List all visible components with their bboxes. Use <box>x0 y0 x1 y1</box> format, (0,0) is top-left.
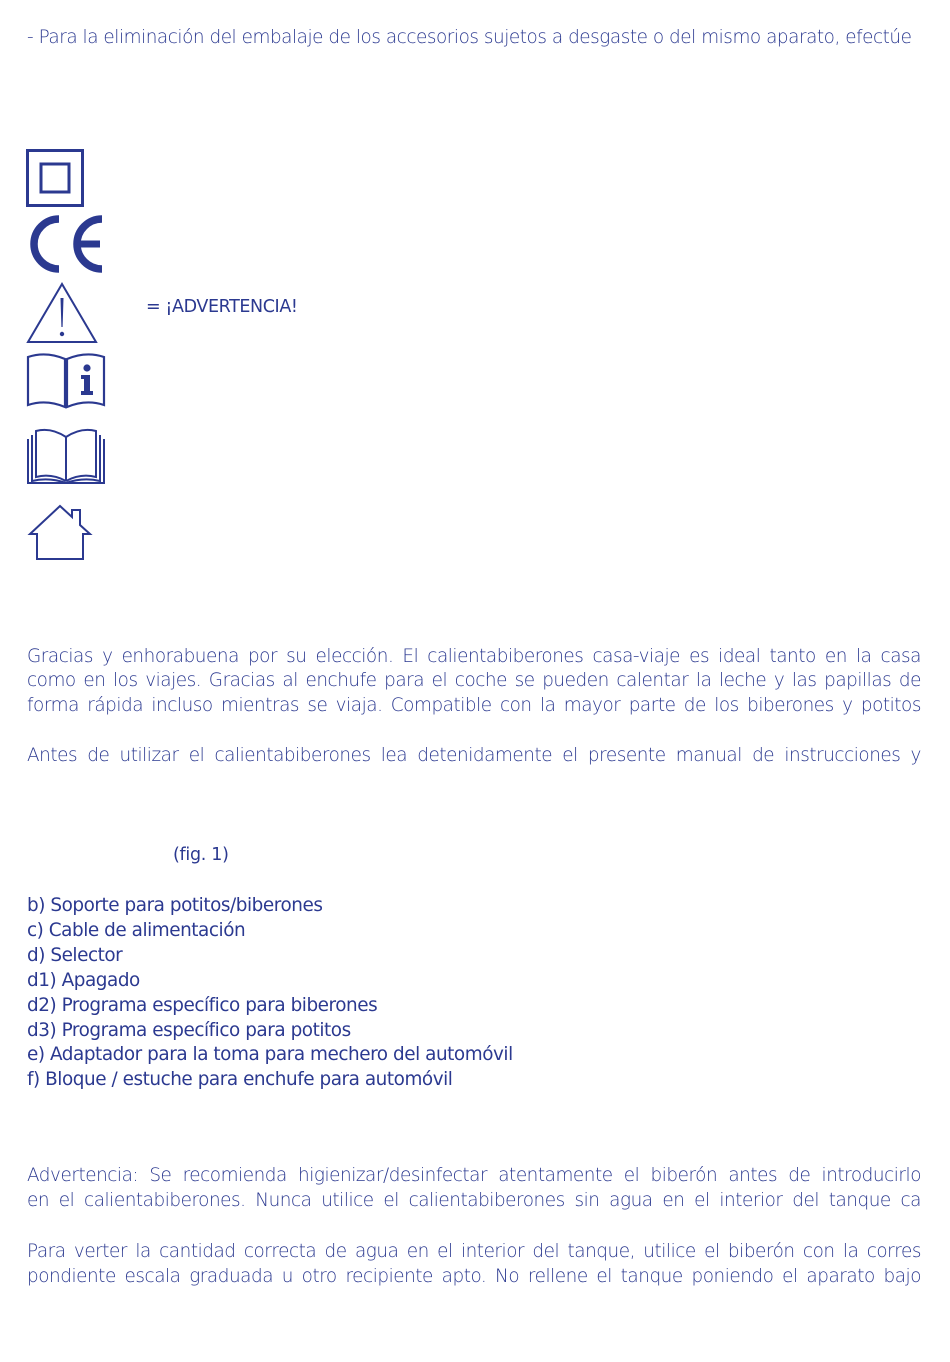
list-item: c) Cable de alimentación <box>27 919 246 941</box>
open-manual-book-icon <box>26 421 106 485</box>
list-item: d1) Apagado <box>27 969 140 991</box>
water-line-1: Para verter la cantidad correcta de agua en el interior del tanque, utilice el biberón con la corres <box>27 1241 921 1262</box>
intro-line-3: forma rápida incluso mientras se viaja. Compatible con la mayor parte de los biberones y potitos <box>27 695 921 716</box>
figure-label: (fig. 1) <box>173 845 229 865</box>
ce-mark-icon <box>26 213 106 275</box>
warning-line-1: Advertencia: Se recomienda higienizar/desinfectar atentamente el biberón antes de introducirlo <box>27 1165 921 1186</box>
disposal-instruction-line: - Para la eliminación del embalaje de los accesorios sujetos a desgaste o del mismo aparato, efectúe <box>27 27 912 48</box>
before-use-line: Antes de utilizar el calientabiberones lea detenidamente el presente manual de instrucciones y <box>27 745 921 766</box>
list-item: d) Selector <box>27 944 123 966</box>
warning-line-2: en el calientabiberones. Nunca utilice el calientabiberones sin agua en el interior del tanque ca <box>27 1190 921 1211</box>
intro-line-2: como en los viajes. Gracias al enchufe para el coche se pueden calentar la leche y las papillas de <box>27 670 921 691</box>
list-item: b) Soporte para potitos/biberones <box>27 895 323 916</box>
list-item: e) Adaptador para la toma para mechero del automóvil <box>27 1044 513 1066</box>
read-instructions-info-icon <box>26 353 106 409</box>
indoor-use-house-icon <box>26 504 94 562</box>
warning-label: = ¡ADVERTENCIA! <box>146 297 298 317</box>
list-item: d2) Programa específico para biberones <box>27 994 378 1016</box>
class-ii-double-square-icon <box>26 149 84 207</box>
water-line-2: pondiente escala graduada u otro recipiente apto. No rellene el tanque poniendo el aparato bajo <box>27 1266 921 1287</box>
list-item: d3) Programa específico para potitos <box>27 1019 351 1041</box>
list-item: f) Bloque / estuche para enchufe para automóvil <box>27 1069 453 1091</box>
parts-list <box>27 894 513 1093</box>
intro-line-1: Gracias y enhorabuena por su elección. El calientabiberones casa-viaje es ideal tanto en la casa <box>27 646 921 667</box>
warning-triangle-icon <box>26 282 98 344</box>
